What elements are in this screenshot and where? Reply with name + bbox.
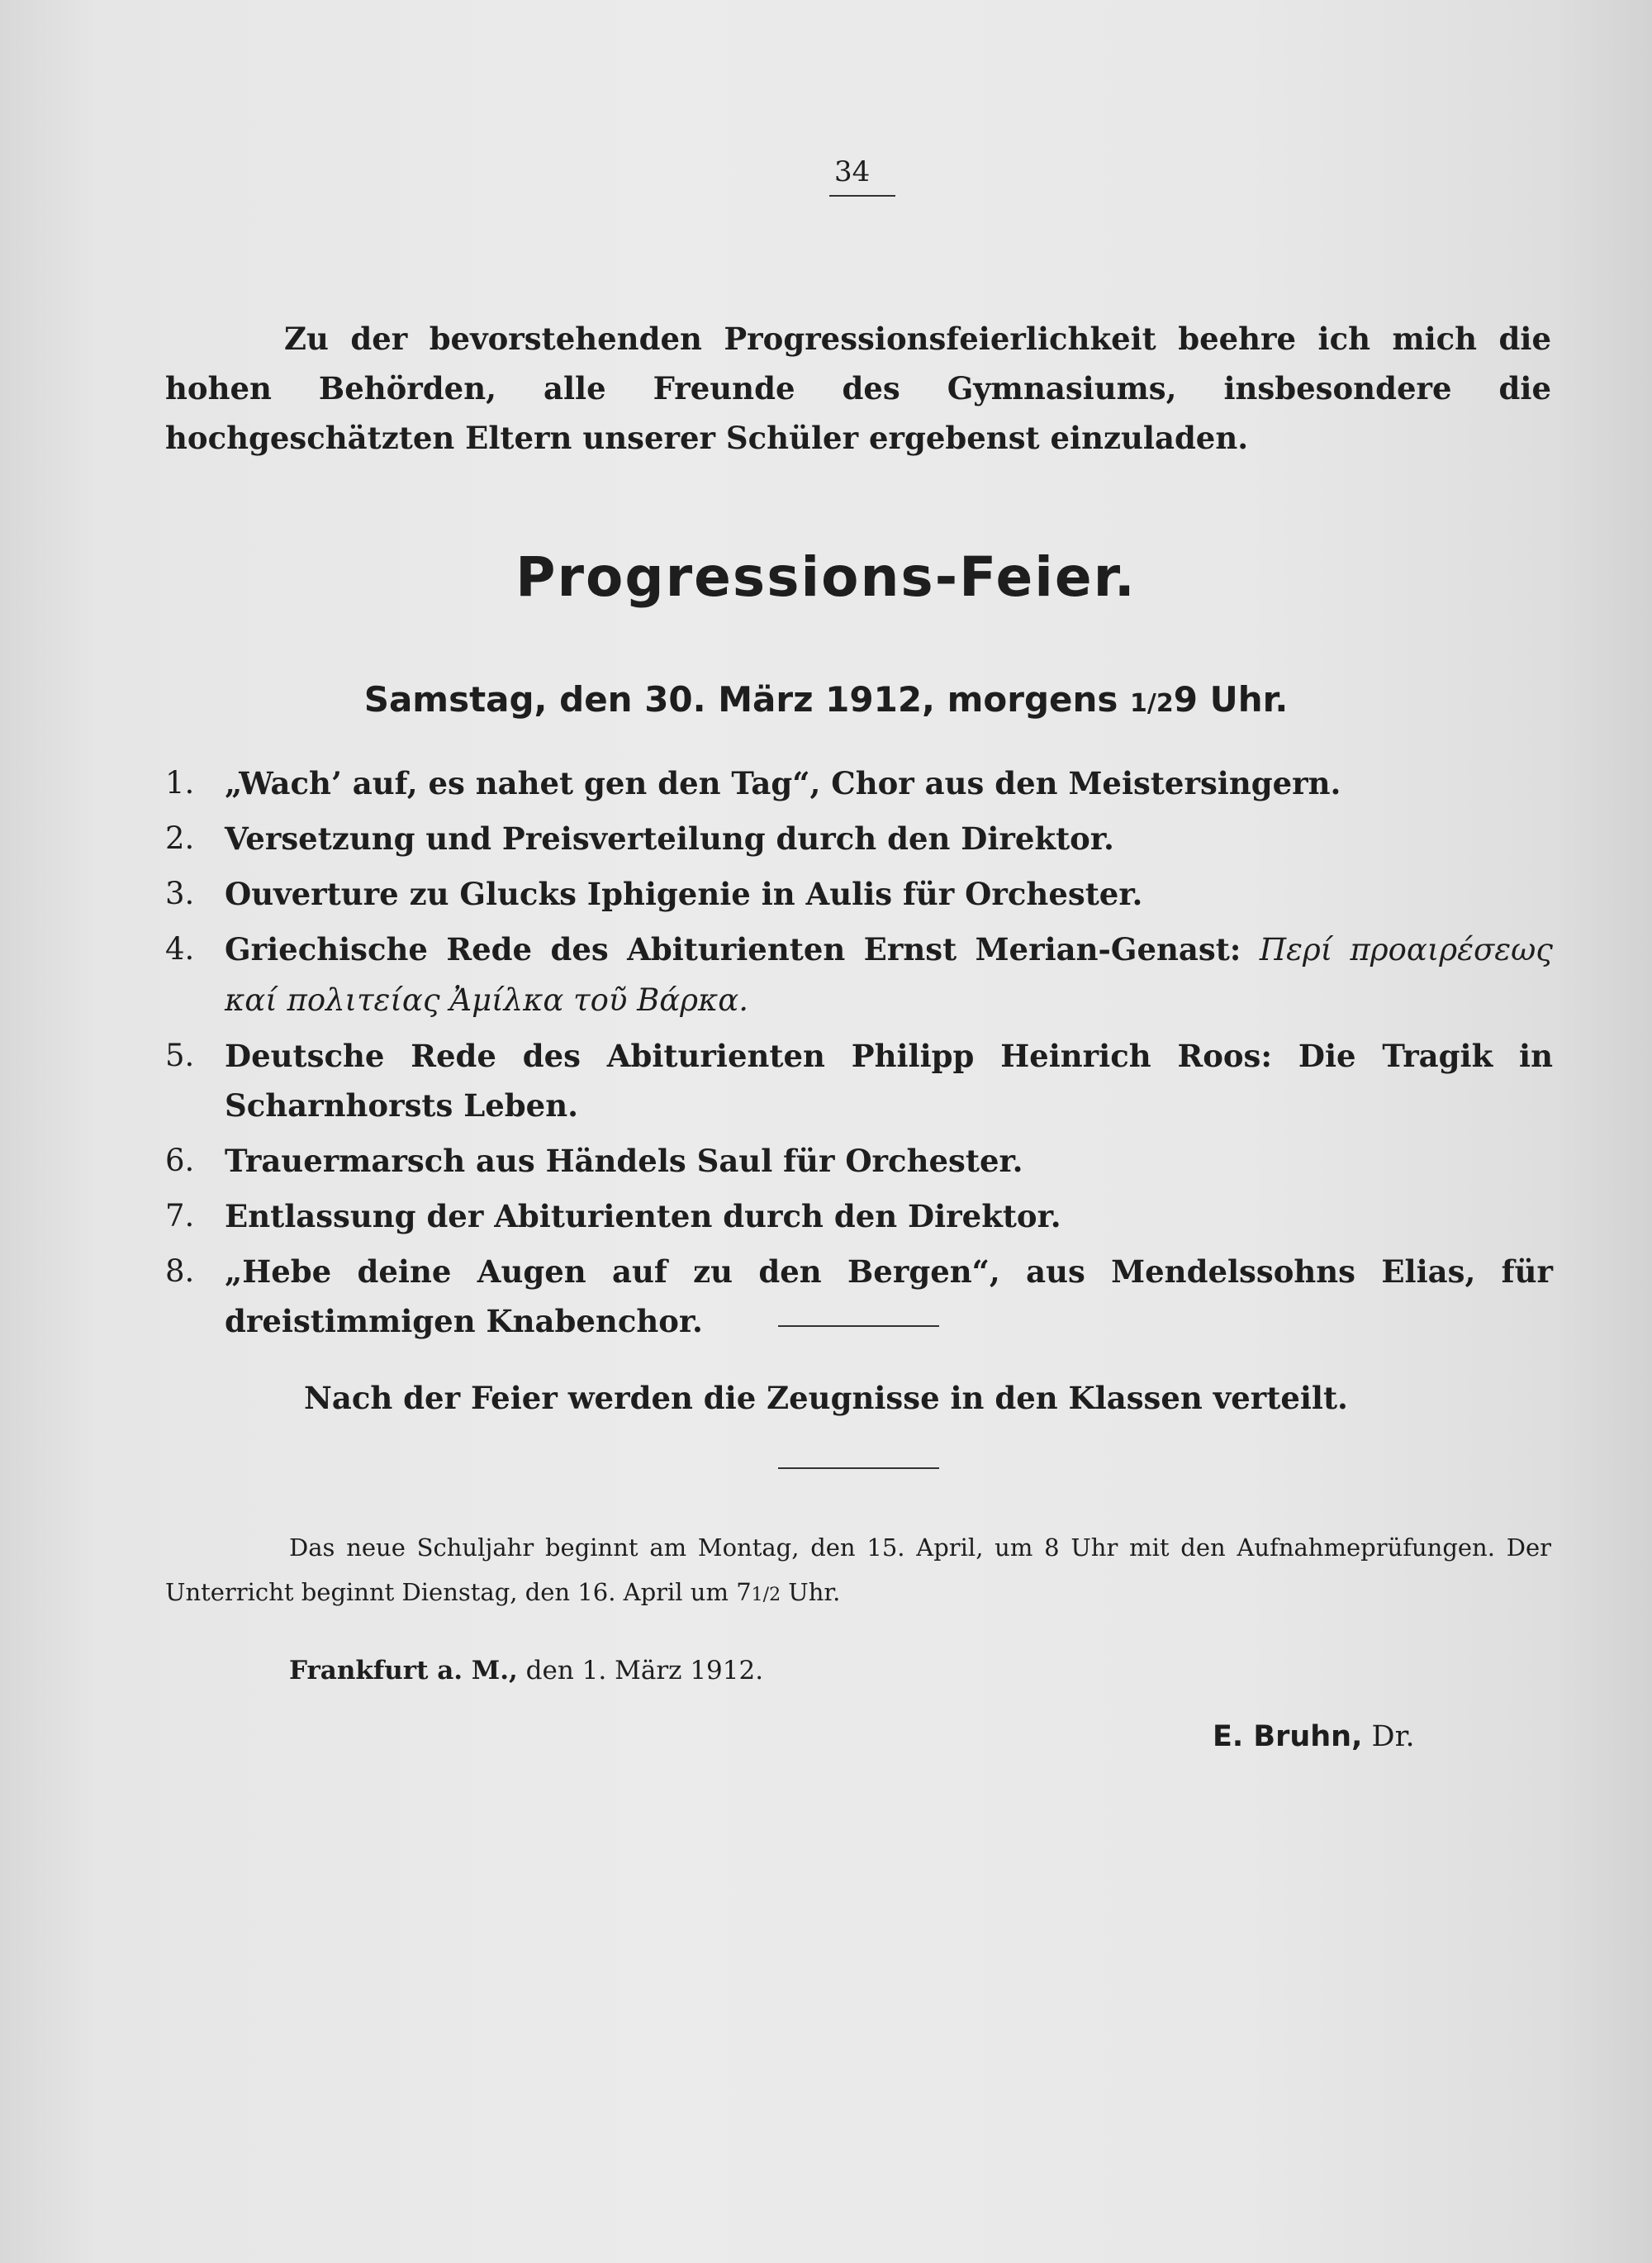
program-item-number: 2. <box>165 820 195 856</box>
program-item-text: Trauermarsch aus Händels Saul für Orchester. <box>225 1143 1023 1179</box>
program-item-number: 8. <box>165 1253 195 1289</box>
program-item-number: 3. <box>165 876 195 911</box>
program-item-text: Ouverture zu Glucks Iphigenie in Aulis für Orchester. <box>225 876 1143 912</box>
certificate-note: Nach der Feier werden die Zeugnisse in den Klassen verteilt. <box>304 1380 1348 1416</box>
greek-speech-title: Περί προαιρέσεως καί πολιτείας Ἀμίλκα τοῦ Βάρκα. <box>225 932 1553 1018</box>
school-year-notice-text: Das neue Schuljahr beginnt am Montag, den 15. April, um 8 Uhr mit den Aufnahmeprüfungen. Der Unterricht beginnt Dienstag, den 16. April um 7 <box>165 1533 1551 1606</box>
page-number: 34 <box>834 155 871 188</box>
program-item-number: 7. <box>165 1198 195 1234</box>
signature <box>1213 1720 1415 1753</box>
event-date-fraction: 1/2 <box>1130 689 1174 718</box>
page-number-underline <box>829 195 895 197</box>
program-item <box>165 869 1553 919</box>
event-date <box>0 679 1652 720</box>
event-date-suffix: 9 Uhr. <box>1173 679 1289 720</box>
program-item <box>165 925 1553 1025</box>
school-year-notice-end: Uhr. <box>781 1578 841 1606</box>
event-title: Progressions-Feier. <box>515 545 1137 609</box>
program-item <box>165 758 1553 808</box>
program-item-number: 5. <box>165 1038 195 1073</box>
school-year-notice <box>165 1525 1551 1618</box>
section-divider <box>778 1467 939 1469</box>
place-and-date <box>289 1656 763 1685</box>
program-item-number: 1. <box>165 765 195 801</box>
signature-name: E. Bruhn, <box>1213 1720 1363 1753</box>
program-item-text: Deutsche Rede des Abiturienten Philipp Heinrich Roos: Die Tragik in Scharnhorsts Leben. <box>225 1038 1553 1124</box>
program-item-number: 4. <box>165 931 195 967</box>
program-list <box>165 758 1553 1352</box>
program-item-text: Entlassung der Abiturienten durch den Direktor. <box>225 1198 1061 1234</box>
program-item <box>165 1031 1553 1130</box>
program-item-text: „Hebe deine Augen auf zu den Bergen“, aus Mendelssohns Elias, für dreistimmigen Knabenchor. <box>225 1253 1553 1339</box>
program-item <box>165 1136 1553 1186</box>
school-year-notice-fraction: 1/2 <box>751 1585 781 1605</box>
program-item <box>165 814 1553 863</box>
program-item-number: 6. <box>165 1143 195 1178</box>
event-date-prefix: Samstag, den 30. März 1912, morgens <box>363 679 1118 720</box>
program-item-text: „Wach’ auf, es nahet gen den Tag“, Chor aus den Meistersingern. <box>225 765 1341 801</box>
program-item-text: Versetzung und Preisverteilung durch den Direktor. <box>225 820 1114 857</box>
signature-title: Dr. <box>1371 1720 1415 1753</box>
place-date: den 1. März 1912. <box>525 1656 764 1685</box>
program-item <box>165 1191 1553 1241</box>
place-city: Frankfurt a. M., <box>289 1656 518 1685</box>
invitation-paragraph: Zu der bevorstehenden Progressionsfeierlichkeit beehre ich mich die hohen Behörden, alle Freunde des Gymnasiums, insbesondere die hochgeschätzten Eltern unserer Schüler ergebenst einzuladen. <box>165 321 1551 456</box>
program-item <box>165 1247 1553 1346</box>
program-item-body <box>225 925 1553 1025</box>
program-item-text: Griechische Rede des Abiturienten Ernst Merian-Genast: <box>225 931 1241 967</box>
section-divider <box>778 1325 939 1327</box>
